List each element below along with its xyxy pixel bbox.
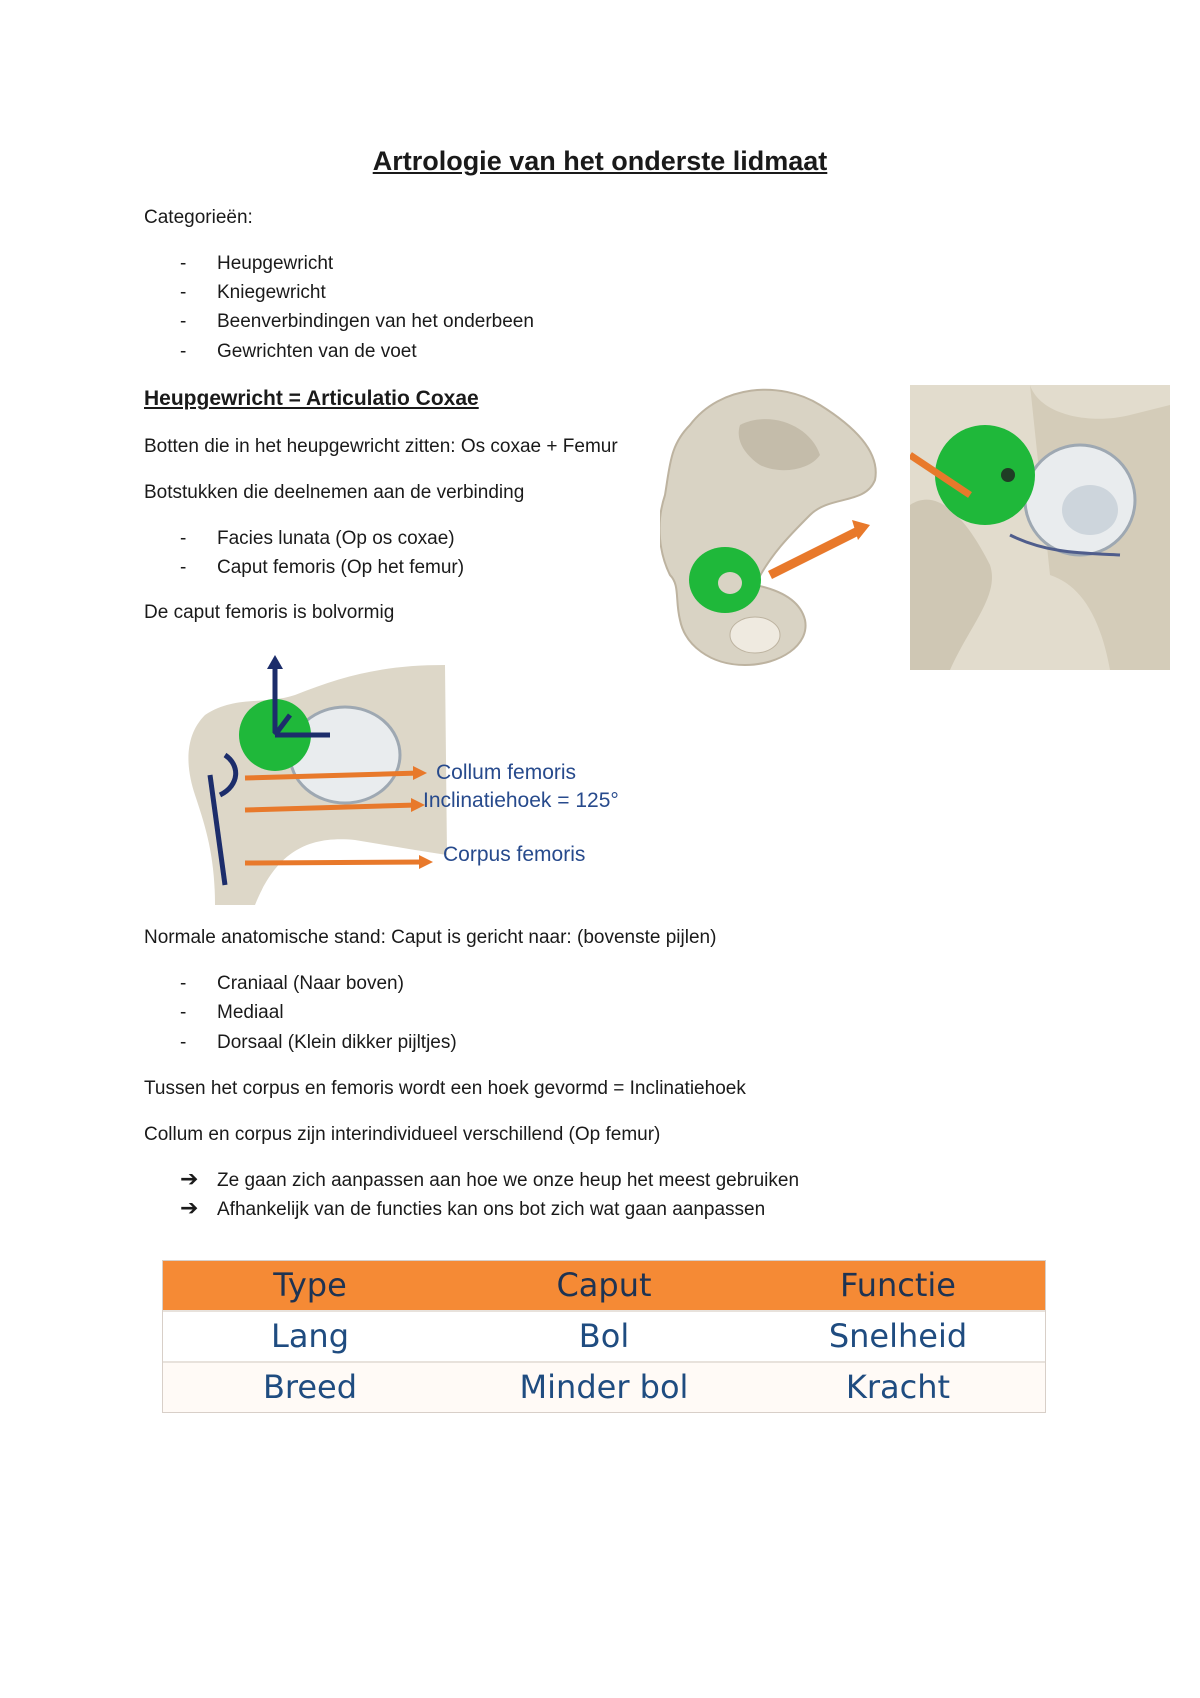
list-dash: -: [180, 973, 187, 994]
orientation-item: Craniaal (Naar boven): [217, 973, 404, 994]
caput-line: De caput femoris is bolvormig: [144, 602, 395, 623]
section-title: Heupgewricht = Articulatio Coxae: [144, 387, 479, 410]
arrow-item: Afhankelijk van de functies kan ons bot zich wat gaan aanpassen: [217, 1199, 766, 1220]
arrow-item: Ze gaan zich aanpassen aan hoe we onze heup het meest gebruiken: [217, 1170, 800, 1191]
list-dash: -: [180, 1002, 187, 1023]
list-dash: -: [180, 341, 187, 362]
table-cell: Snelheid: [828, 1317, 968, 1355]
list-dash: -: [180, 282, 187, 303]
table-header-cell: Functie: [840, 1266, 956, 1304]
orientation-intro: Normale anatomische stand: Caput is gericht naar: (bovenste pijlen): [144, 927, 717, 948]
corpus-label: Corpus femoris: [443, 843, 586, 866]
list-dash: -: [180, 253, 187, 274]
orientation-item: Mediaal: [217, 1002, 284, 1023]
caput-femoris-highlight: [935, 425, 1035, 525]
collum-label: Collum femoris: [436, 761, 577, 784]
table-cell: Kracht: [845, 1368, 951, 1406]
collum-line: Collum en corpus zijn interindividueel verschillend (Op femur): [144, 1124, 661, 1145]
inclination-line: Tussen het corpus en femoris wordt een hoek gevormd = Inclinatiehoek: [144, 1078, 746, 1099]
part-item: Facies lunata (Op os coxae): [217, 528, 455, 549]
table-header-row: [163, 1261, 1045, 1310]
inclination-label: Inclinatiehoek = 125°: [423, 789, 619, 812]
table-cell: Minder bol: [519, 1368, 689, 1406]
part-item: Caput femoris (Op het femur): [217, 557, 465, 578]
list-dash: -: [180, 557, 187, 578]
table-header-cell: Type: [273, 1266, 347, 1304]
table-row: [163, 1310, 1045, 1361]
list-dash: -: [180, 1032, 187, 1053]
list-dash: -: [180, 528, 187, 549]
list-item: [180, 252, 186, 276]
arrow-bullet-icon: ➔: [180, 1195, 199, 1220]
category-item: Kniegewricht: [217, 282, 326, 303]
table-row: [163, 1361, 1045, 1412]
page-title: Artrologie van het onderste lidmaat: [372, 146, 828, 176]
table-cell: Bol: [578, 1317, 630, 1355]
table-header-cell: Caput: [556, 1266, 652, 1304]
caput-type-table: [162, 1260, 1046, 1413]
category-item: Gewrichten van de voet: [217, 341, 417, 362]
arrow-bullet-icon: ➔: [180, 1166, 199, 1191]
inclination-diagram: [185, 655, 455, 905]
list-dash: -: [180, 311, 187, 332]
hip-joint-illustration: [910, 385, 1170, 670]
category-item: Beenverbindingen van het onderbeen: [217, 311, 534, 332]
categories-label: Categorieën:: [144, 207, 253, 228]
parts-intro: Botstukken die deelnemen aan de verbinding: [144, 482, 525, 503]
os-coxae-illustration: [660, 385, 890, 675]
table-cell: Lang: [270, 1317, 350, 1355]
bones-line: Botten die in het heupgewricht zitten: Os coxae + Femur: [144, 436, 618, 457]
category-item: Heupgewricht: [217, 253, 334, 274]
table-cell: Breed: [262, 1368, 358, 1406]
orientation-item: Dorsaal (Klein dikker pijltjes): [217, 1032, 457, 1053]
